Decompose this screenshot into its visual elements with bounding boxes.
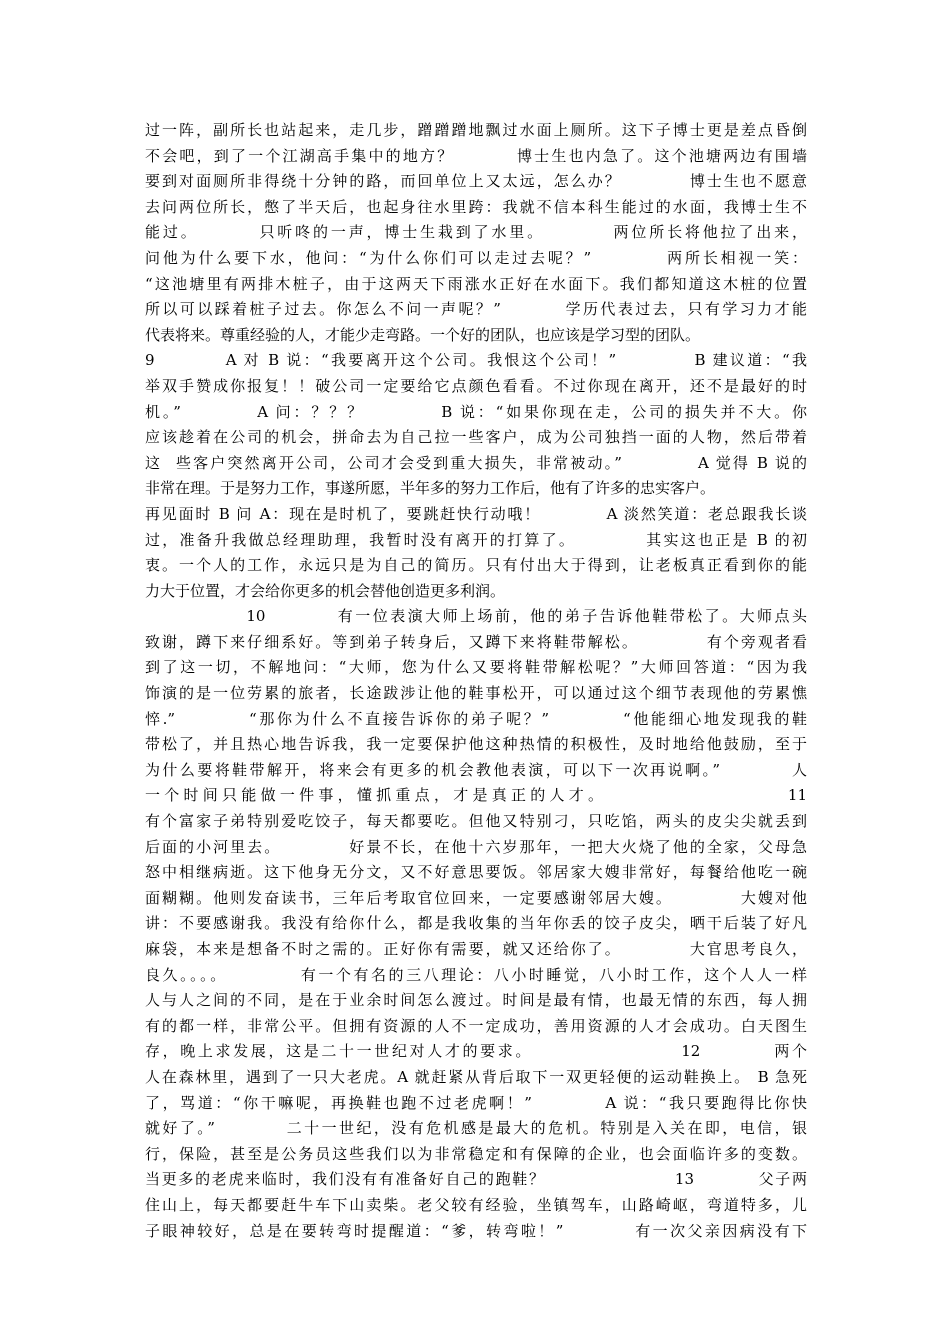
text-line: 9 A 对 B 说：“我要离开这个公司。我恨这个公司！” B 建议道：“我 xyxy=(145,351,807,370)
text-line: 就好了。” 二十一世纪，没有危机感是最大的危机。特别是入关在即，电信，银 xyxy=(145,1119,807,1138)
text-line: 后面的小河里去。 好景不长，在他十六岁那年，一把大火烧了他的全家，父母急 xyxy=(145,837,807,856)
text-line: 存，晚上求发展，这是二十一世纪对人才的要求。 12 两个 xyxy=(145,1042,807,1061)
text-line: 人与人之间的不同，是在于业余时间怎么渡过。时间是最有情，也最无情的东西，每人拥 xyxy=(145,991,807,1010)
text-line: 行，保险，甚至是公务员这些我们以为非常稳定和有保障的企业，也会面临许多的变数。 xyxy=(145,1144,807,1163)
text-line: 去问两位所长，憋了半天后，也起身往水里跨：我就不信本科生能过的水面，我博士生不 xyxy=(145,197,807,216)
text-line: 所以可以踩着桩子过去。你怎么不问一声呢？” 学历代表过去，只有学习力才能 xyxy=(145,300,807,319)
text-line: 过，准备升我做总经理助理，我暂时没有离开的打算了。 其实这也正是 B 的初 xyxy=(145,530,807,549)
text-line: 衷。一个人的工作，永远只是为自己的简历。只有付出大于得到，让老板真正看到你的能 xyxy=(145,556,807,575)
text-line: 一个时间只能做一件事，懂抓重点，才是真正的人才。 11 xyxy=(145,786,807,805)
text-line: 非常在理。于是努力工作，事遂所愿，半年多的努力工作后，他有了许多的忠实客户。 xyxy=(145,479,716,498)
text-line: 了，骂道：“你干嘛呢，再换鞋也跑不过老虎啊！” A 说：“我只要跑得比你快 xyxy=(145,1093,807,1112)
text-line: 人在森林里，遇到了一只大老虎。A 就赶紧从背后取下一双更轻便的运动鞋换上。 B 急死 xyxy=(145,1067,807,1086)
text-line: 10 有一位表演大师上场前，他的弟子告诉他鞋带松了。大师点头 xyxy=(145,607,807,626)
text-line: 麻袋，本来是想备不时之需的。正好你有需要，就又还给你了。 大官思考良久， xyxy=(145,940,807,958)
text-line: 住山上，每天都要赶牛车下山卖柴。老父较有经验，坐镇驾车，山路崎岖，弯道特多，儿 xyxy=(145,1195,807,1214)
text-line: “这池塘里有两排木桩子，由于这两天下雨涨水正好在水面下。我们都知道这木桩的位置 xyxy=(145,274,807,293)
text-line: 带松了，并且热心地告诉我，我一定要保护他这种热情的积极性，及时地给他鼓励，至于 xyxy=(145,735,807,754)
text-line: 这 些客户突然离开公司，公司才会受到重大损失，非常被动。” A 觉得 B 说的 xyxy=(145,453,807,472)
text-line: 过一阵，副所长也站起来，走几步，蹭蹭蹭地飘过水面上厕所。这下子博士更是差点昏倒 xyxy=(145,121,807,139)
text-line: 致谢，蹲下来仔细系好。等到弟子转身后，又蹲下来将鞋带解松。 有个旁观者看 xyxy=(145,632,807,651)
text-line: 良久。。。。 有一个有名的三八理论：八小时睡觉，八小时工作，这个人人一样 xyxy=(145,965,807,984)
text-line: 问他为什么要下水，他问：“为什么你们可以走过去呢？” 两所长相视一笑： xyxy=(145,248,807,267)
text-line: 面糊糊。他则发奋读书，三年后考取官位回来，一定要感谢邻居大嫂。 大嫂对他 xyxy=(145,888,807,907)
text-line: 要到对面厕所非得绕十分钟的路，而回单位上又太远，怎么办？ 博士生也不愿意 xyxy=(145,172,807,191)
text-line: 有的都一样，非常公平。但拥有资源的人不一定成功，善用资源的人才会成功。白天图生 xyxy=(145,1016,807,1035)
body-text xyxy=(145,118,807,1244)
text-line: 能过。 只听咚的一声，博士生栽到了水里。 两位所长将他拉了出来， xyxy=(145,223,807,242)
text-line: 举双手赞成你报复！！破公司一定要给它点颜色看看。不过你现在离开，还不是最好的时 xyxy=(145,376,807,395)
text-line: 悴.” “那你为什么不直接告诉你的弟子呢？” “他能细心地发现我的鞋 xyxy=(145,709,807,728)
text-line: 力大于位置，才会给你更多的机会替他创造更多利润。 xyxy=(145,581,506,600)
text-line: 机。” A 问：？？？ B 说：“如果你现在走，公司的损失并不大。你 xyxy=(145,402,807,421)
text-line: 为什么要将鞋带解开，将来会有更多的机会教他表演，可以下一次再说啊。” 人 xyxy=(145,760,807,779)
text-line: 讲：不要感谢我。我没有给你什么，都是我收集的当年你丢的饺子皮尖，晒干后装了好凡 xyxy=(145,914,807,933)
text-line: 应该趁着在公司的机会，拼命去为自己拉一些客户，成为公司独挡一面的人物，然后带着 xyxy=(145,428,807,447)
text-line: 有个富家子弟特别爱吃饺子，每天都要吃。但他又特别刁，只吃馅，两头的皮尖尖就丢到 xyxy=(145,812,807,831)
text-line: 怒中相继病逝。这下他身无分文，又不好意思要饭。邻居家大嫂非常好，每餐给他吃一碗 xyxy=(145,863,807,882)
text-line: 子眼神较好，总是在要转弯时提醒道：“爹，转弯啦！” 有一次父亲因病没有下 xyxy=(145,1221,807,1240)
text-line: 到了这一切，不解地问：“大师，您为什么又要将鞋带解松呢？”大师回答道：“因为我 xyxy=(145,658,807,677)
text-line: 再见面时 B 问 A：现在是时机了，要跳赶快行动哦！ A 淡然笑道：老总跟我长谈 xyxy=(145,504,807,523)
text-line: 饰演的是一位劳累的旅者，长途跋涉让他的鞋事松开，可以通过这个细节表现他的劳累憔 xyxy=(145,684,807,703)
text-line: 不会吧，到了一个江湖高手集中的地方？ 博士生也内急了。这个池塘两边有围墙 xyxy=(145,146,807,165)
text-line: 当更多的老虎来临时，我们没有有准备好自己的跑鞋？ 13 父子两 xyxy=(145,1170,807,1189)
text-line: 代表将来。尊重经验的人，才能少走弯路。一个好的团队，也应该是学习型的团队。 xyxy=(145,325,701,344)
